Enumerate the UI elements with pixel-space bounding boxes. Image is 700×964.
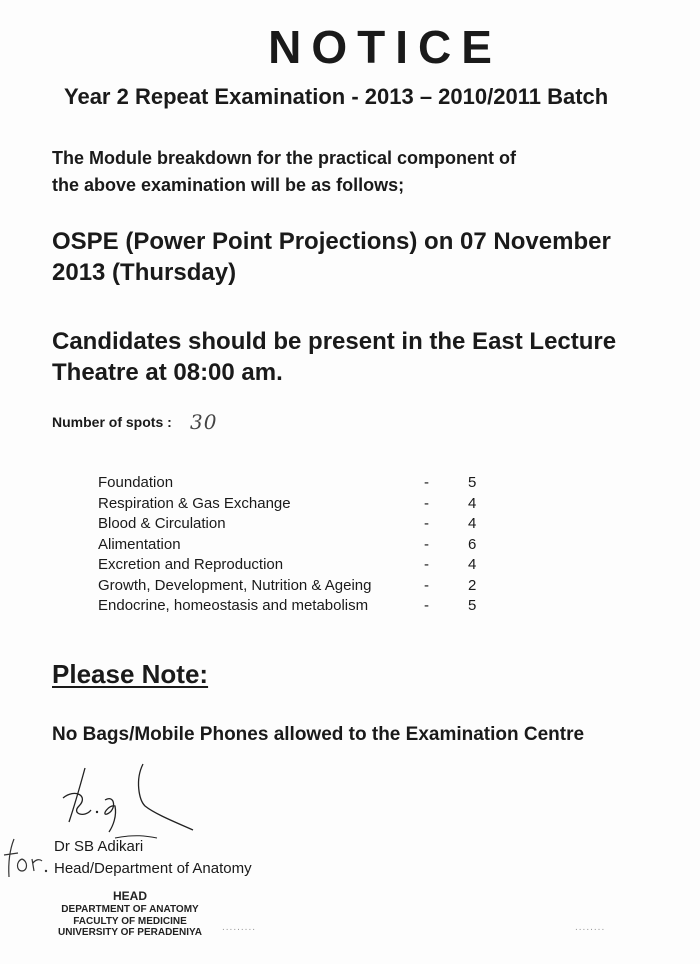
module-row: [98, 556, 498, 577]
ospe-paragraph: [52, 226, 611, 288]
spots-label: Number of spots :: [52, 414, 172, 430]
module-name: Respiration & Gas Exchange: [98, 494, 291, 512]
module-spot-count: 2: [468, 576, 477, 594]
department-stamp: [50, 890, 210, 939]
module-spot-count: 6: [468, 535, 477, 553]
module-dash: -: [424, 556, 429, 573]
module-spot-count: 5: [468, 474, 477, 491]
module-dash: -: [424, 597, 429, 614]
notice-title: NOTICE: [268, 21, 502, 73]
handwritten-signature: [55, 760, 200, 840]
spots-handwritten-value: 30: [190, 410, 218, 434]
module-name: Foundation: [98, 474, 174, 491]
module-list: [98, 474, 498, 618]
intro-line-1: The Module breakdown for the practical component of: [52, 148, 517, 168]
module-row: [98, 495, 498, 516]
module-spot-count: 4: [468, 515, 477, 532]
note-text: No Bags/Mobile Phones allowed to the Examination Centre: [52, 724, 585, 745]
module-row: [98, 577, 498, 598]
module-dash: -: [424, 576, 429, 594]
intro-line-2: the above examination will be as follows;: [52, 175, 405, 195]
module-name: Alimentation: [98, 535, 181, 553]
exam-subtitle: Year 2 Repeat Examination - 2013 – 2010/2011 Batch: [64, 84, 609, 109]
module-spot-count: 5: [468, 597, 477, 614]
module-row: [98, 597, 498, 618]
module-name: Growth, Development, Nutrition & Ageing: [98, 576, 372, 594]
handwritten-for-mark: [0, 835, 50, 885]
signer-name: Dr SB Adikari: [54, 838, 144, 855]
stamp-line-1: HEAD: [112, 889, 147, 903]
module-name: Excretion and Reproduction: [98, 556, 284, 573]
scan-speck: .........: [222, 922, 257, 933]
module-dash: -: [424, 535, 429, 553]
scan-speck: ........: [575, 922, 606, 933]
module-row: [98, 474, 498, 495]
module-row: [98, 536, 498, 557]
venue-paragraph: [52, 326, 616, 388]
stamp-line-3: FACULTY OF MEDICINE: [73, 915, 187, 927]
module-name: Endocrine, homeostasis and metabolism: [98, 597, 369, 614]
ospe-line-2: 2013 (Thursday): [52, 259, 237, 286]
stamp-line-4: UNIVERSITY OF PERADENIYA: [58, 927, 202, 938]
module-spot-count: 4: [468, 556, 477, 573]
stamp-line-2: DEPARTMENT OF ANATOMY: [61, 904, 199, 915]
module-dash: -: [424, 515, 429, 532]
ospe-line-1: OSPE (Power Point Projections) on 07 November: [52, 228, 611, 255]
module-dash: -: [424, 474, 429, 491]
module-spot-count: 4: [468, 494, 477, 512]
venue-line-2: Theatre at 08:00 am.: [52, 359, 283, 386]
note-heading: Please Note:: [52, 659, 209, 689]
module-dash: -: [424, 494, 429, 512]
signer-title: Head/Department of Anatomy: [54, 860, 252, 877]
module-name: Blood & Circulation: [98, 515, 226, 532]
intro-paragraph: [52, 145, 516, 199]
venue-line-1: Candidates should be present in the East Lecture: [52, 328, 617, 355]
module-row: [98, 515, 498, 536]
